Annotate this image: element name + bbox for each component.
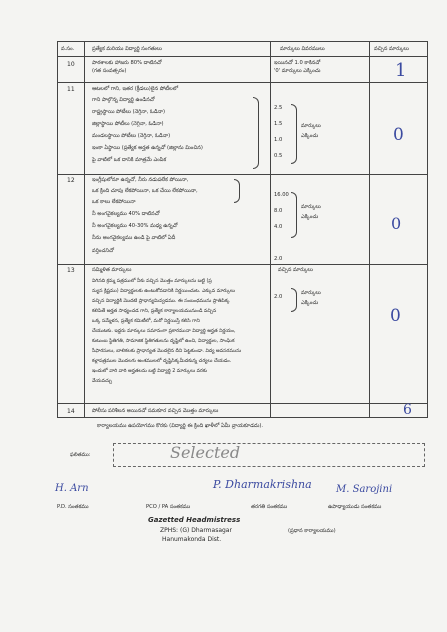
row-text: చేయుటకు. ఇద్దరు మార్కులు సమానంగా ప్రకారమునా విద్యార్థి అర్హత నిర్ణయం, <box>92 329 236 334</box>
header-description: ప్రత్యేక మరియు విద్యార్థి సంగతులు <box>92 46 162 52</box>
teacher-signature: P. Dharmakrishna <box>213 478 312 491</box>
criteria-text: ఎక్కించు <box>301 133 319 139</box>
criteria-text: ఎక్కించు <box>301 300 319 306</box>
score-handwritten: 0 <box>391 214 402 233</box>
row-text: గాని పాల్గొన్న విద్యార్థి ఉండినచో <box>92 97 155 103</box>
header-criteria: మార్కులు వివరములు <box>280 46 325 52</box>
score-handwritten: 0 <box>393 125 404 145</box>
office-use-note: కార్యాలయము ఉపయోగము కొరకు (విద్యార్థి ఈ క్రింది ఖాళీలో ఏమీ వ్రాయకూడదు). <box>97 423 264 429</box>
stamp-line: ZPHS: (G) Dharmasagar <box>160 527 232 534</box>
row-text: విగినది క్రమ్మ పత్రములో నీకు వచ్చిన మొత్తం మార్కులను బట్టి (ప్ర <box>92 279 212 284</box>
value-text: 8.0 <box>274 208 283 214</box>
hm-signature-label: P.D. సంతకము <box>57 504 89 510</box>
principal-label: (ప్రధాన కార్యాలయము) <box>288 528 336 534</box>
row-number: 10 <box>67 61 75 68</box>
row-text: సమ్మిళిత మార్కులు <box>92 267 132 273</box>
criteria-text: మార్కులు <box>301 204 321 210</box>
row-text: జిల్లాస్థాయి పోటీలు (నెగ్గినా, ఓడినా) <box>92 121 164 127</box>
teacher-signature-label: తరగతి సంతకము <box>251 504 288 510</box>
row-text: నీ అంగవైకల్యము 40-30% మధ్య ఉన్నచో <box>92 223 178 229</box>
row-text: రాష్ట్రస్థాయి పోటీలు (నెగ్గినా, ఓడినా) <box>92 109 165 115</box>
value-text: 2.0 <box>274 256 283 262</box>
row-text: కలిపితే అర్హత సాధ్యంచడ గాని, ప్రత్యేక కార్యాలయమునుండి వచ్చిన <box>92 309 217 314</box>
row-text: ఒక క్రింది చూపు లేకపోయినా, ఒక చేయి లేకపోయినా, <box>92 188 198 194</box>
row-text: ఆటలలో గాని, ఇతర (క్రీడలు)లైన పోటీలలో <box>92 86 179 92</box>
criteria-text: ఎక్కించు <box>301 214 319 220</box>
col-divider <box>84 42 85 417</box>
brace <box>291 192 297 238</box>
result-handwritten: Selected <box>170 443 241 462</box>
row-text: వర్తించనిచో <box>92 248 114 254</box>
row-text: పాఠశాలకు హాజరు 80% దాటినచో <box>92 60 162 66</box>
row-text: పోలీసు పరిశీలన అయినచో సమకూర వచ్చిన మొత్తం మార్కులు <box>92 408 219 414</box>
row-text: కళ్లాపత్రముల మొదలగు అంశములలో దృష్టిసిక్కమీదకున్న చర్యలు చేయడం. <box>92 359 232 364</box>
row-divider <box>58 82 427 83</box>
value-text: 0.5 <box>274 153 283 159</box>
row-text: మండలస్థాయి పోటీలు (నెగ్గినా, ఓడినా) <box>92 133 171 139</box>
evaluation-table <box>57 41 428 418</box>
row-divider <box>58 403 427 404</box>
header-sno: వ.సం. <box>61 46 75 52</box>
value-text: 2.0 <box>274 294 283 300</box>
header-marks: వచ్చిన మార్కులు <box>374 46 409 52</box>
criteria-text: '0' మార్కులు ఎక్కించు <box>274 68 321 74</box>
brace <box>253 97 259 169</box>
stamp-line: Gazetted Headmistress <box>148 516 241 524</box>
score-handwritten: 0 <box>390 306 401 326</box>
row-text: నీను అంగవైకల్యము ఉండి పై వాటిలో ఏదీ <box>92 235 176 241</box>
row-text: పై వాటిలో ఒక దానికి మాత్రమే ఎంపిక <box>92 157 167 163</box>
criteria-text: వచ్చిన మార్కులు <box>278 267 313 273</box>
row-text: ఇంకా ఏస్థాయి (ప్రత్యేక అర్హత ఉన్నచో (జిల్లాను మించిన) <box>92 145 203 151</box>
score-handwritten: 6 <box>403 402 412 418</box>
row-text: ఇందులో వారి వారి అర్హతలను బట్టి విద్యార్థి 2 మార్కులు వరకు <box>92 369 208 374</box>
row-text: వచ్చిన విద్యార్థికి మొదటి ప్రాధాన్యమివ్వడము. ఈ సంబంధమును ప్రాతిపిక్క <box>92 299 230 304</box>
result-box <box>113 443 425 467</box>
row-text: సీఫారసులు, బాలికలకు ప్రాధాన్యత మొదలైన దీని పెట్టకుండా. విద్య అవసరమును <box>92 349 242 354</box>
row-text: ఒక కాలు లేకపోయినా <box>92 199 136 205</box>
stamp-line: Hanumakonda Dist. <box>162 536 222 543</box>
col-divider <box>369 42 370 417</box>
row-text: కుటుంబ స్థితిగతి, సామాజిక స్థితిగతులను దృష్టిలో ఉంచి, విద్యార్థుల, సాంఘిక <box>92 339 235 344</box>
row-text: నీ అంగవైకల్యము 40% దాటినచో <box>92 211 160 217</box>
row-text: ఇంగ్లీషులోనూ ఉన్నచో, నీరు నడుపలేక పోయినా, <box>92 177 189 183</box>
row-text: న్యున క్లిష్టము) విద్యార్థులకు ఉంటుకోవడానికి నిర్ణయించుట. ఎక్కువ మార్కులు <box>92 289 236 294</box>
row-number: 11 <box>67 86 75 93</box>
score-handwritten: 1 <box>395 60 407 81</box>
row-text: ఒక్క సమ్మేళన, ప్రత్యేక కమిటీలో, మరో నిర్ణయిస్తే కలిసి గాని <box>92 319 200 324</box>
value-text: 1.5 <box>274 121 283 127</box>
row-number: 13 <box>67 267 75 274</box>
row-number: 14 <box>67 408 75 415</box>
result-label: ఫలితము: <box>70 452 91 458</box>
row-text: (గత సంవత్సరం) <box>92 68 127 74</box>
row-divider <box>58 174 427 175</box>
value-text: 2.5 <box>274 105 283 111</box>
dy-signature: M. Sarojini <box>336 484 393 495</box>
criteria-text: ఇయినచో 1.0 కాకినచో <box>274 60 321 66</box>
row-divider <box>58 264 427 265</box>
brace <box>234 179 240 203</box>
brace <box>291 288 297 312</box>
value-text: 1.0 <box>274 137 283 143</box>
criteria-text: మార్కులు <box>301 123 321 129</box>
brace <box>291 104 297 164</box>
row-text: వేయవచ్చు <box>92 379 113 384</box>
value-text: 16.00 <box>274 192 289 198</box>
criteria-text: మార్కులు <box>301 290 321 296</box>
row-divider <box>58 56 427 57</box>
row-number: 12 <box>67 177 75 184</box>
pco-signature-label: PCO / PA సంతకము <box>146 504 191 510</box>
hm-signature: H. Arn <box>55 483 89 494</box>
col-divider <box>270 42 271 417</box>
dy-signature-label: ఉపాధ్యాయుడు సంతకము <box>328 504 382 510</box>
value-text: 4.0 <box>274 224 283 230</box>
